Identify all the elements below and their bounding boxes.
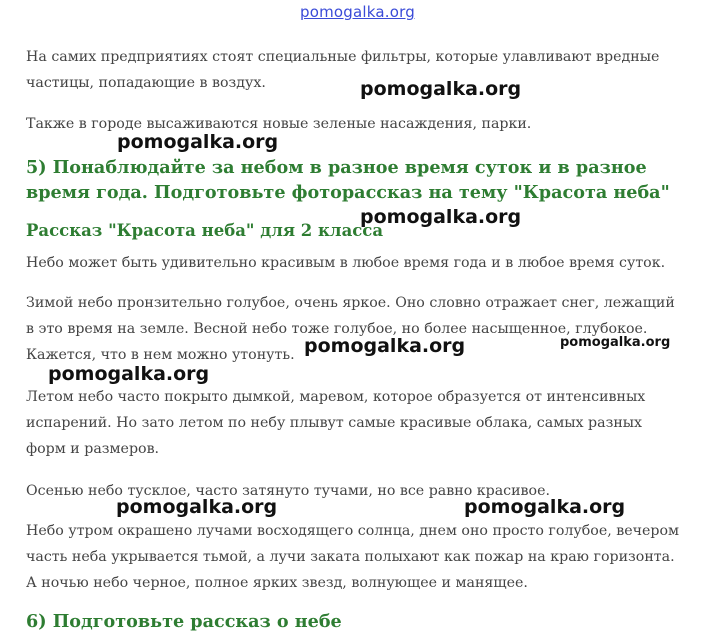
watermark-text: pomogalka.org bbox=[360, 78, 522, 100]
watermark-text: pomogalka.org bbox=[464, 496, 626, 518]
story-paragraph-intro: Небо может быть удивительно красивым в любое время года и в любое время суток. bbox=[26, 255, 666, 271]
paragraph-green-spaces: Также в городе высаживаются новые зеленые насаждения, парки. bbox=[26, 116, 532, 132]
watermark-text: pomogalka.org bbox=[117, 131, 279, 153]
story-paragraph-autumn: Осенью небо тусклое, часто затянуто тучами, но все равно красивое. bbox=[26, 483, 550, 499]
watermark-text: pomogalka.org bbox=[560, 335, 671, 350]
task-heading: 5) Понаблюдайте за небом в разное время суток и в разное время года. Подготовьте фоторассказ на тему "Красота неба" bbox=[26, 157, 670, 203]
watermark-text: pomogalka.org bbox=[48, 363, 210, 385]
story-paragraph-summer: Летом небо часто покрыто дымкой, маревом, которое образуется от интенсивных испарений. Но зато летом по небу плывут самые красивые облака, самых разных форм и размеров. bbox=[26, 389, 646, 457]
story-paragraph-day-night: Небо утром окрашено лучами восходящего солнца, днем оно просто голубое, вечером часть неба укрывается тьмой, а лучи заката полыхают как пожар на краю горизонта. А ночью небо черное, полное ярких звезд, волнующее и манящее. bbox=[26, 523, 680, 591]
watermark-text: pomogalka.org bbox=[360, 206, 522, 228]
story-title: Рассказ "Красота неба" для 2 класса bbox=[26, 221, 384, 240]
watermark-text: pomogalka.org bbox=[116, 496, 278, 518]
paragraph-filters: На самих предприятиях стоят специальные фильтры, которые улавливают вредные частицы, попадающие в воздух. bbox=[26, 49, 660, 91]
watermark-text: pomogalka.org bbox=[304, 335, 466, 357]
site-watermark-link[interactable]: pomogalka.org bbox=[300, 3, 415, 21]
next-task-heading-cut: 6) Подготовьте рассказ о небе bbox=[26, 611, 342, 632]
story-paragraph-winter-spring: Зимой небо пронзительно голубое, очень яркое. Оно словно отражает снег, лежащий в это время на земле. Весной небо тоже голубое, но более насыщенное, глубокое. Кажется, что в нем можно утонуть. bbox=[26, 295, 675, 363]
